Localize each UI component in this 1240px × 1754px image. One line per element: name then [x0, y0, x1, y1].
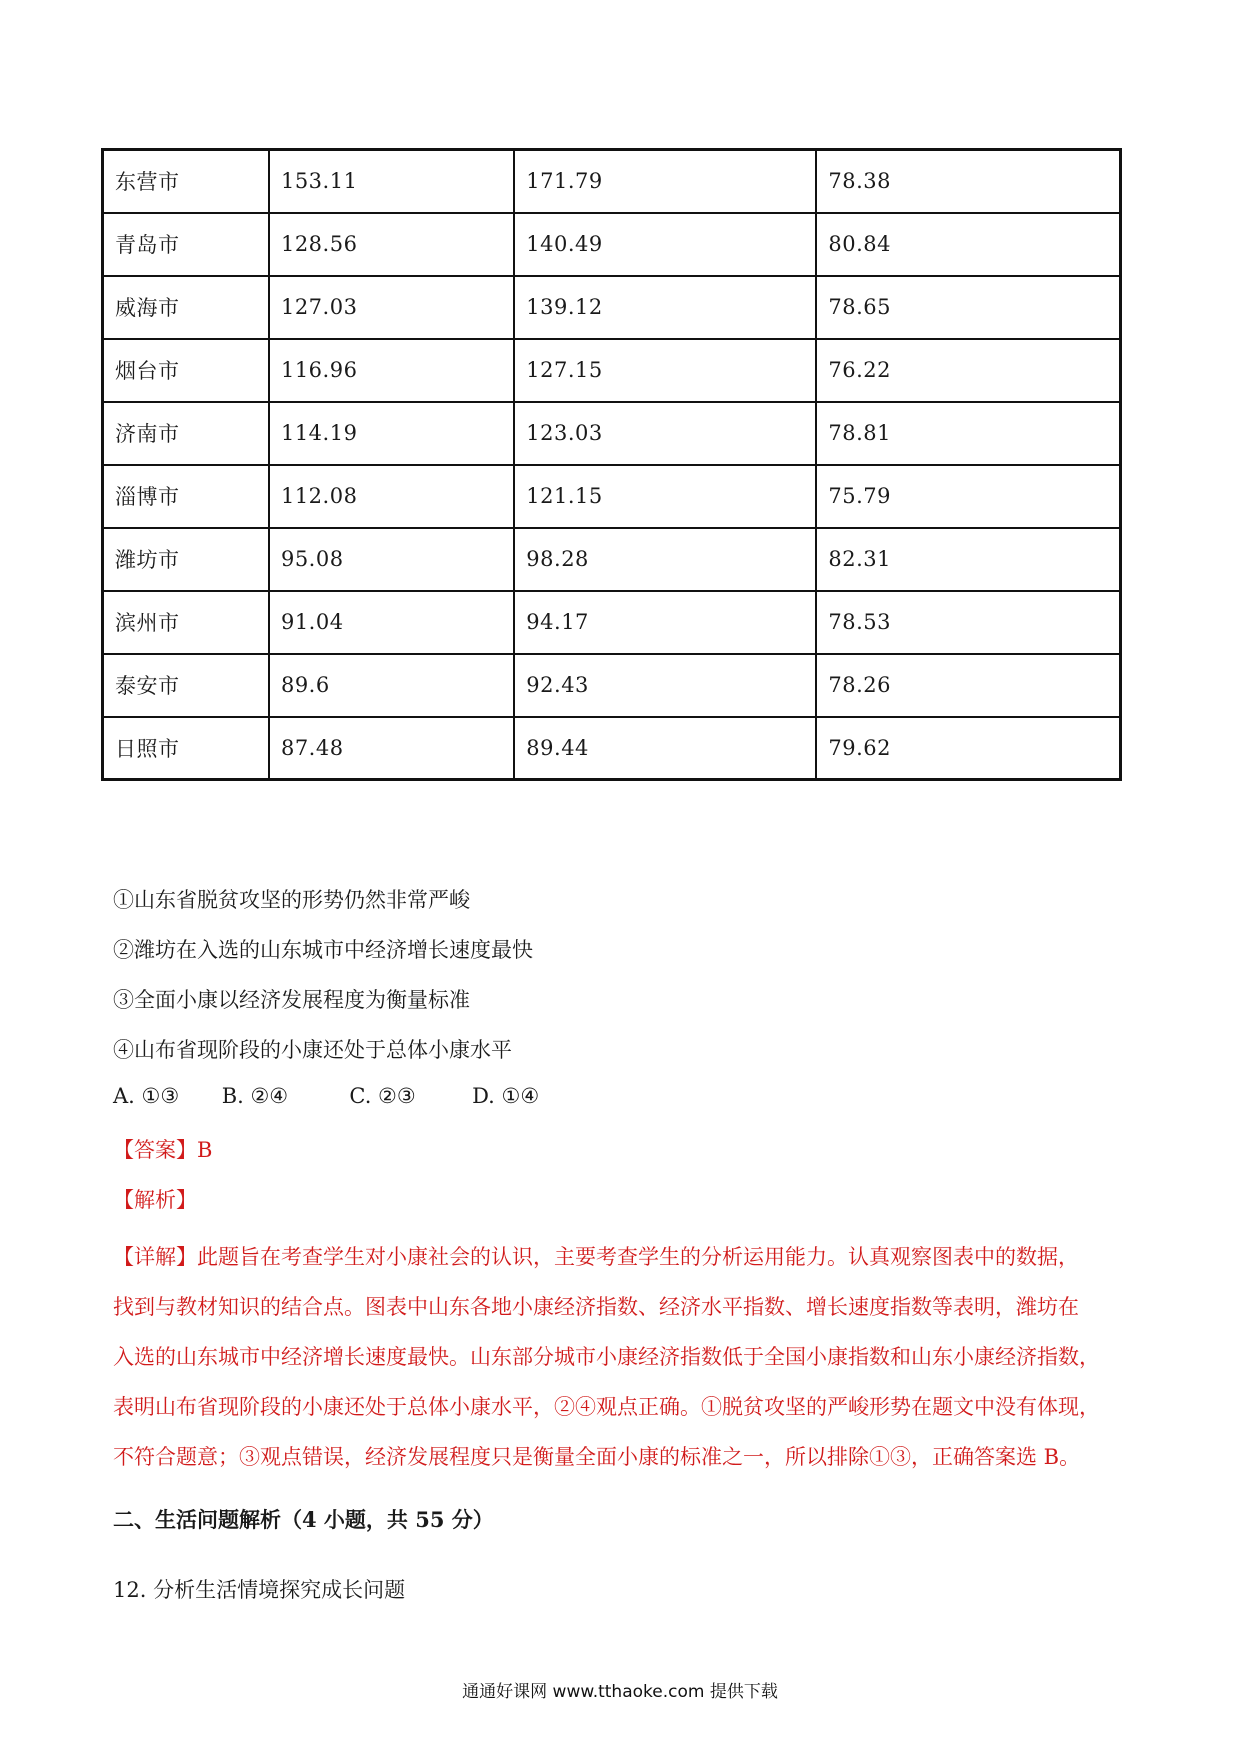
value-cell: 89.44 [514, 717, 816, 780]
detail-line: 找到与教材知识的结合点。图表中山东各地小康经济指数、经济水平指数、增长速度指数等表明，潍坊在 [113, 1295, 1079, 1319]
city-cell: 淄博市 [103, 465, 269, 528]
value-cell: 98.28 [514, 528, 816, 591]
question-title: 12. 分析生活情境探究成长问题 [113, 1578, 406, 1602]
value-cell: 78.65 [816, 276, 1120, 339]
value-cell: 78.81 [816, 402, 1120, 465]
value-cell: 75.79 [816, 465, 1120, 528]
table-row [103, 465, 1121, 528]
table-row [103, 528, 1121, 591]
value-cell: 171.79 [514, 150, 816, 213]
value-cell: 121.15 [514, 465, 816, 528]
table-row [103, 591, 1121, 654]
value-cell: 114.19 [269, 402, 514, 465]
city-cell: 泰安市 [103, 654, 269, 717]
city-cell: 滨州市 [103, 591, 269, 654]
detail-line: 表明山布省现阶段的小康还处于总体小康水平，②④观点正确。①脱贫攻坚的严峻形势在题文中没有体现， [113, 1395, 1100, 1419]
value-cell: 95.08 [269, 528, 514, 591]
detail-explanation [113, 1232, 1138, 1482]
value-cell: 153.11 [269, 150, 514, 213]
table-row [103, 717, 1121, 780]
value-cell: 123.03 [514, 402, 816, 465]
city-cell: 青岛市 [103, 213, 269, 276]
city-cell: 潍坊市 [103, 528, 269, 591]
detail-line: 不符合题意；③观点错误，经济发展程度只是衡量全面小康的标准之一，所以排除①③，正确答案选 B。 [113, 1445, 1081, 1469]
option-4: ④山布省现阶段的小康还处于总体小康水平 [113, 1038, 512, 1062]
table-row [103, 213, 1121, 276]
choice-a: A. ①③ [113, 1084, 180, 1108]
city-cell: 烟台市 [103, 339, 269, 402]
value-cell: 140.49 [514, 213, 816, 276]
value-cell: 127.15 [514, 339, 816, 402]
option-1: ①山东省脱贫攻坚的形势仍然非常严峻 [113, 888, 470, 912]
city-cell: 东营市 [103, 150, 269, 213]
city-cell: 日照市 [103, 717, 269, 780]
choice-c: C. ②③ [349, 1084, 416, 1108]
analysis-label: 【解析】 [113, 1188, 197, 1212]
value-cell: 112.08 [269, 465, 514, 528]
footer-source: 通通好课网 www.tthaoke.com 提供下载 [462, 1682, 778, 1702]
table-row [103, 276, 1121, 339]
section-title: 二、生活问题解析（4 小题，共 55 分） [113, 1507, 494, 1532]
value-cell: 78.53 [816, 591, 1120, 654]
value-cell: 91.04 [269, 591, 514, 654]
city-cell: 威海市 [103, 276, 269, 339]
city-index-table [101, 148, 1122, 781]
option-3: ③全面小康以经济发展程度为衡量标准 [113, 988, 470, 1012]
value-cell: 82.31 [816, 528, 1120, 591]
choice-b: B. ②④ [221, 1084, 289, 1108]
value-cell: 78.38 [816, 150, 1120, 213]
table-row [103, 402, 1121, 465]
value-cell: 89.6 [269, 654, 514, 717]
table-row [103, 150, 1121, 213]
choice-d: D. ①④ [472, 1084, 540, 1108]
value-cell: 116.96 [269, 339, 514, 402]
value-cell: 128.56 [269, 213, 514, 276]
option-2: ②潍坊在入选的山东城市中经济增长速度最快 [113, 938, 533, 962]
table-row [103, 654, 1121, 717]
detail-line: 入选的山东城市中经济增长速度最快。山东部分城市小康经济指数低于全国小康指数和山东小康经济指数， [113, 1345, 1100, 1369]
value-cell: 139.12 [514, 276, 816, 339]
value-cell: 92.43 [514, 654, 816, 717]
table-body [103, 150, 1121, 780]
detail-line: 【详解】此题旨在考查学生对小康社会的认识，主要考查学生的分析运用能力。认真观察图表中的数据， [113, 1245, 1079, 1269]
value-cell: 78.26 [816, 654, 1120, 717]
value-cell: 80.84 [816, 213, 1120, 276]
table-row [103, 339, 1121, 402]
answer-line: 【答案】B [113, 1138, 213, 1162]
value-cell: 76.22 [816, 339, 1120, 402]
value-cell: 94.17 [514, 591, 816, 654]
value-cell: 127.03 [269, 276, 514, 339]
city-cell: 济南市 [103, 402, 269, 465]
answer-choices [113, 1084, 539, 1108]
value-cell: 79.62 [816, 717, 1120, 780]
value-cell: 87.48 [269, 717, 514, 780]
